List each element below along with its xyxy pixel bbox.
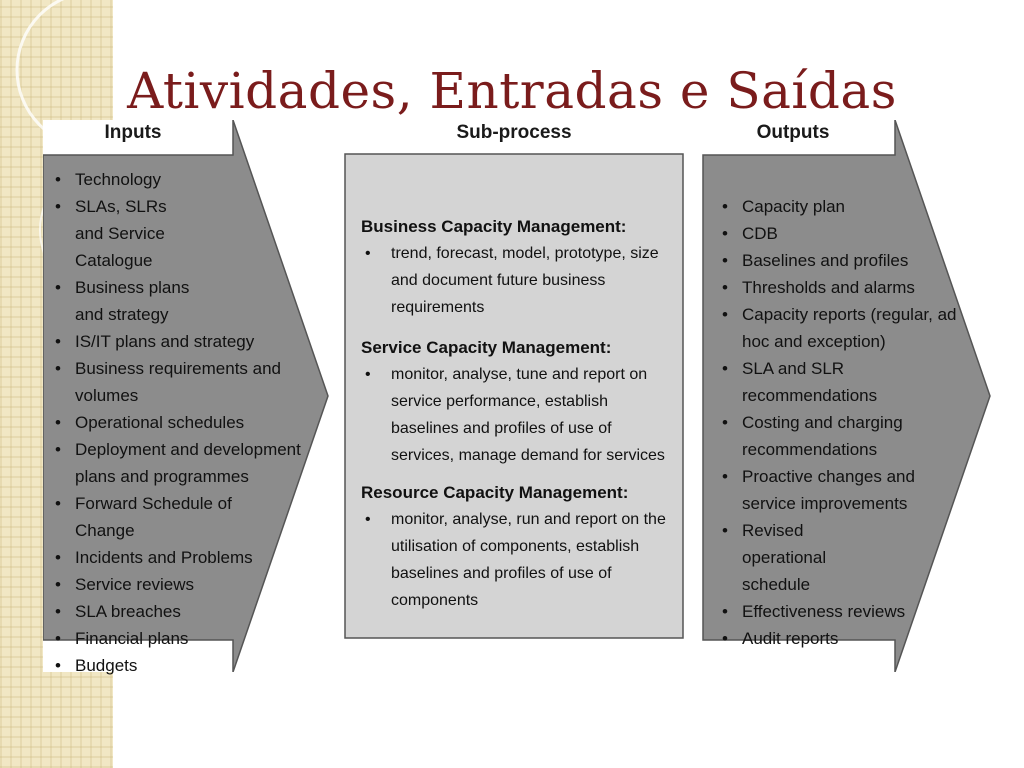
inputs-item: • Service reviews xyxy=(53,571,293,598)
outputs-item: • Thresholds and alarms xyxy=(720,274,960,301)
outputs-item: • CDB xyxy=(720,220,960,247)
inputs-item: • SLA breaches xyxy=(53,598,293,625)
subprocess-block-title: Service Capacity Management: xyxy=(361,338,612,357)
outputs-item: • Effectiveness reviews xyxy=(720,598,960,625)
outputs-item: • Costing and charging recommendations xyxy=(720,409,917,463)
inputs-item: • Forward Schedule of Change xyxy=(53,490,293,544)
outputs-item: • SLA and SLR recommendations xyxy=(720,355,960,409)
slide-title: Atividades, Entradas e Saídas xyxy=(127,62,897,120)
outputs-item: • Audit reports xyxy=(720,625,960,652)
inputs-item: • Business requirements and volumes xyxy=(53,355,290,409)
inputs-item: • Financial plans xyxy=(53,625,293,652)
subprocess-block-title: Business Capacity Management: xyxy=(361,217,627,236)
outputs-heading: Outputs xyxy=(756,122,830,143)
subprocess-block-service xyxy=(361,335,671,469)
subprocess-block-text: • trend, forecast, model, prototype, size and document future business requirements xyxy=(361,240,671,321)
inputs-item: • Business plans and strategy xyxy=(53,274,220,328)
subprocess-block-resource xyxy=(361,480,671,614)
inputs-item: • IS/IT plans and strategy xyxy=(53,328,293,355)
subprocess-block-text: • monitor, analyse, tune and report on service performance, establish baselines and profiles of use of services, manage demand for services xyxy=(361,361,671,469)
inputs-item: • Budgets xyxy=(53,652,293,679)
outputs-item: • Revised operational schedule xyxy=(720,517,892,598)
outputs-list xyxy=(720,193,960,652)
capacity-management-diagram xyxy=(43,120,993,675)
inputs-item: • Incidents and Problems xyxy=(53,544,293,571)
outputs-item: • Capacity plan xyxy=(720,193,960,220)
subprocess-heading: Sub-process xyxy=(456,122,572,143)
subprocess-block-title: Resource Capacity Management: xyxy=(361,483,629,502)
inputs-item: • Deployment and development plans and programmes xyxy=(53,436,307,490)
inputs-item: • SLAs, SLRs and Service Catalogue xyxy=(53,193,195,274)
subprocess-block-business xyxy=(361,214,671,321)
inputs-list xyxy=(53,166,301,679)
inputs-heading: Inputs xyxy=(104,122,162,143)
outputs-item: • Capacity reports (regular, ad hoc and exception) xyxy=(720,301,960,355)
outputs-item: • Baselines and profiles xyxy=(720,247,960,274)
outputs-item: • Proactive changes and service improvements xyxy=(720,463,960,517)
inputs-item: • Operational schedules xyxy=(53,409,293,436)
inputs-item: • Technology xyxy=(53,166,293,193)
subprocess-block-text: • monitor, analyse, run and report on the utilisation of components, establish baselines and profiles of use of components xyxy=(361,506,671,614)
